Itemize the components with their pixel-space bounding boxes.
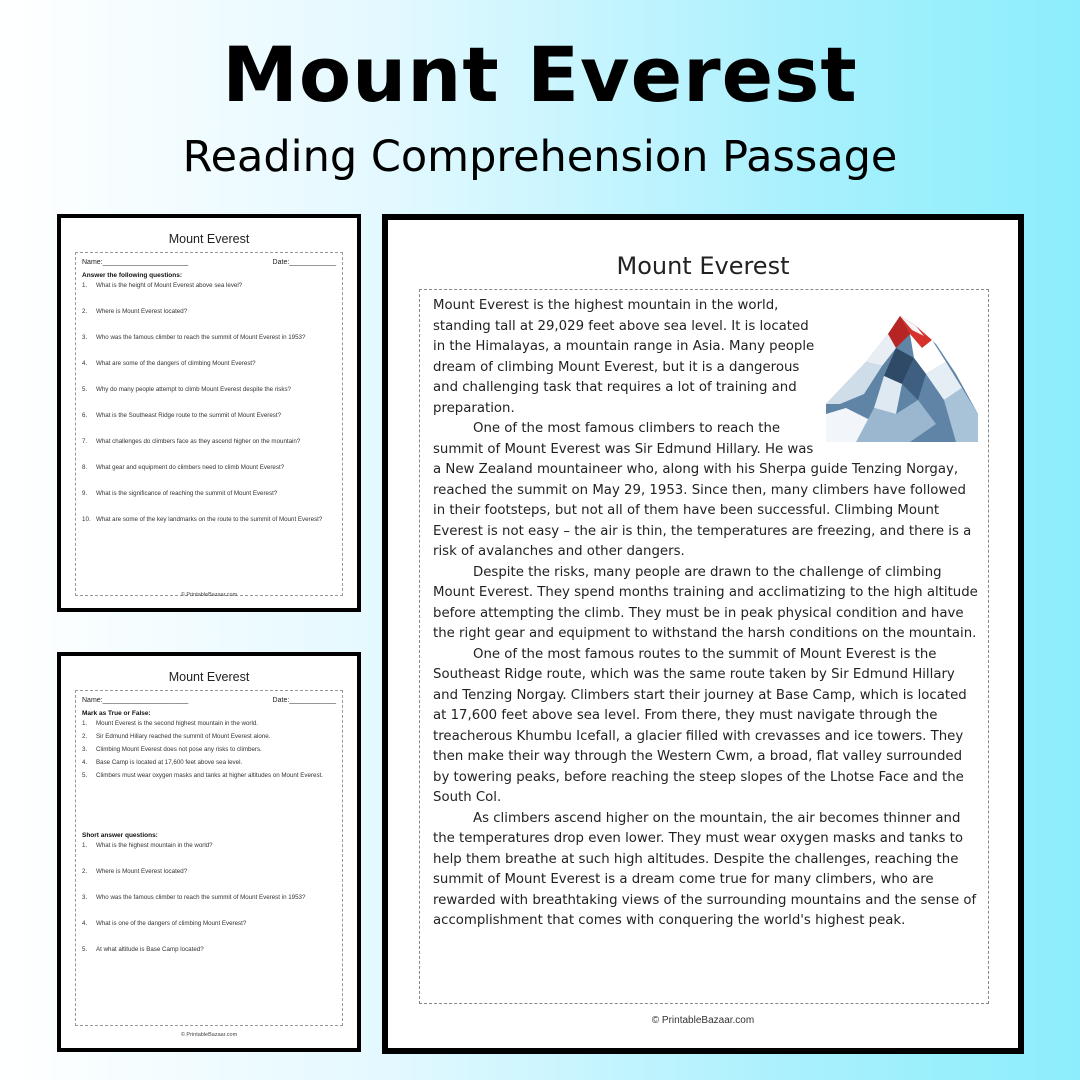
thumbnail-border bbox=[75, 252, 343, 596]
question-number: 4. bbox=[82, 759, 88, 766]
question-number: 2. bbox=[82, 733, 88, 740]
question-item bbox=[82, 360, 336, 368]
question-item bbox=[82, 308, 336, 316]
question-text: What are some of the dangers of climbing Mount Everest? bbox=[96, 360, 256, 367]
question-item bbox=[82, 842, 336, 850]
paragraph-1: Mount Everest is the highest mountain in the world, standing tall at 29,029 feet above sea level. It is located in the Himalayas, a mountain range in Asia. Many people dream of climbing Mount Everest, but it is a dangerous and challenging task that requires a lot of training and preparation. bbox=[433, 298, 815, 416]
thumbnail-border bbox=[75, 690, 343, 1026]
mountain-peak-icon bbox=[826, 304, 978, 442]
question-text: Mount Everest is the second highest mountain in the world. bbox=[96, 720, 258, 727]
name-field: Name:______________________ bbox=[82, 697, 189, 704]
question-number: 9. bbox=[82, 490, 88, 497]
question-number: 3. bbox=[82, 746, 88, 753]
question-number: 1. bbox=[82, 842, 88, 849]
question-text: What is the highest mountain in the world? bbox=[96, 842, 213, 849]
question-number: 6. bbox=[82, 412, 88, 419]
question-number: 2. bbox=[82, 308, 88, 315]
question-text: What is the Southeast Ridge route to the summit of Mount Everest? bbox=[96, 412, 282, 419]
passage-title: Mount Everest bbox=[616, 252, 790, 280]
question-item bbox=[82, 868, 336, 876]
passage-border bbox=[419, 289, 989, 1004]
question-item bbox=[82, 920, 336, 928]
worksheet-thumbnail-questions bbox=[57, 214, 361, 612]
question-item bbox=[82, 438, 336, 446]
questions-heading: Answer the following questions: bbox=[82, 272, 183, 279]
name-date-row bbox=[76, 691, 342, 704]
question-item bbox=[82, 772, 336, 780]
question-text: Why do many people attempt to climb Mount Everest despite the risks? bbox=[96, 386, 291, 393]
question-text: Who was the famous climber to reach the summit of Mount Everest in 1953? bbox=[96, 894, 306, 901]
question-number: 1. bbox=[82, 282, 88, 289]
true-false-heading: Mark as True or False: bbox=[82, 710, 151, 717]
question-text: Where is Mount Everest located? bbox=[96, 868, 188, 875]
question-number: 2. bbox=[82, 868, 88, 875]
date-field: Date:____________ bbox=[272, 697, 336, 704]
question-text: What is the significance of reaching the summit of Mount Everest? bbox=[96, 490, 278, 497]
thumbnail-title: Mount Everest bbox=[168, 670, 250, 684]
paragraph-3: Despite the risks, many people are drawn to the challenge of climbing Mount Everest. They spend months training and acclimatizing to the high altitude before attempting the climb. They must be in peak physical condition and have the right gear and equipment to withstand the harsh conditions on the mountain. bbox=[433, 564, 978, 641]
question-item bbox=[82, 759, 336, 767]
question-item bbox=[82, 464, 336, 472]
thumbnail-footer: © PrintableBazaar.com bbox=[180, 592, 238, 598]
paragraph-2: One of the most famous climbers to reach the summit of Mount Everest was Sir Edmund Hillary. He was a New Zealand mountaineer who, along with his Sherpa guide Tenzing Norgay, reached the summit on May 29, 1953. Since then, many climbers have followed in their footsteps, but not all of them have been successful. Climbing Mount Everest is not easy – the air is thin, the temperatures are freezing, and there is a risk of avalanches and other dangers. bbox=[433, 421, 972, 559]
date-field: Date:____________ bbox=[272, 259, 336, 266]
question-item bbox=[82, 746, 336, 754]
thumbnail-footer: © PrintableBazaar.com bbox=[180, 1032, 238, 1038]
question-number: 4. bbox=[82, 920, 88, 927]
question-number: 5. bbox=[82, 772, 88, 779]
question-number: 5. bbox=[82, 386, 88, 393]
question-item bbox=[82, 490, 336, 498]
passage-footer: © PrintableBazaar.com bbox=[651, 1015, 755, 1026]
questions-list bbox=[76, 282, 342, 524]
question-text: Where is Mount Everest located? bbox=[96, 308, 188, 315]
paragraph-4: One of the most famous routes to the summit of Mount Everest is the Southeast Ridge route, which was the same route taken by Sir Edmund Hillary and Tenzing Norgay. Climbers start their journey at Base Camp, which is located at 17,600 feet above sea level. From there, they must navigate through the treacherous Khumbu Icefall, a glacier filled with crevasses and ice towers. They then make their way through the Western Cwm, a broad, flat valley surrounded by towering peaks, before reaching the steep slopes of the Lhotse Face and the South Col. bbox=[433, 646, 967, 805]
question-number: 10. bbox=[82, 516, 91, 523]
question-number: 8. bbox=[82, 464, 88, 471]
passage-page bbox=[382, 214, 1024, 1054]
question-item bbox=[82, 334, 336, 342]
question-text: Who was the famous climber to reach the summit of Mount Everest in 1953? bbox=[96, 334, 306, 341]
question-text: What challenges do climbers face as they ascend higher on the mountain? bbox=[96, 438, 301, 445]
hero-title: Mount Everest bbox=[222, 30, 858, 119]
question-number: 7. bbox=[82, 438, 88, 445]
question-text: What is one of the dangers of climbing Mount Everest? bbox=[96, 920, 247, 927]
question-item bbox=[82, 282, 336, 290]
question-text: Climbing Mount Everest does not pose any risks to climbers. bbox=[96, 746, 262, 753]
hero-subtitle: Reading Comprehension Passage bbox=[182, 132, 898, 182]
question-item bbox=[82, 894, 336, 902]
question-text: What is the height of Mount Everest above sea level? bbox=[96, 282, 243, 289]
question-text: Sir Edmund Hillary reached the summit of Mount Everest alone. bbox=[96, 733, 271, 740]
question-item bbox=[82, 412, 336, 420]
question-item bbox=[82, 733, 336, 741]
question-item bbox=[82, 946, 336, 954]
worksheet-thumbnail-true-false bbox=[57, 652, 361, 1052]
question-text: Climbers must wear oxygen masks and tanks at higher altitudes on Mount Everest. bbox=[96, 772, 323, 779]
name-date-row bbox=[76, 253, 342, 266]
short-answer-heading: Short answer questions: bbox=[82, 832, 158, 839]
paragraph-5: As climbers ascend higher on the mountain, the air becomes thinner and the temperatures drop even lower. They must wear oxygen masks and tanks to help them breathe at such high altitudes. Despite the challenges, reaching the summit of Mount Everest is a dream come true for many climbers, who are rewarded with breathtaking views of the surrounding mountains and the sense of accomplishment that comes with conquering the world's highest peak. bbox=[433, 810, 977, 928]
question-text: At what altitude is Base Camp located? bbox=[96, 946, 204, 953]
question-number: 3. bbox=[82, 334, 88, 341]
question-number: 1. bbox=[82, 720, 88, 727]
question-number: 4. bbox=[82, 360, 88, 367]
question-item bbox=[82, 386, 336, 394]
question-item bbox=[82, 516, 336, 524]
question-text: What are some of the key landmarks on the route to the summit of Mount Everest? bbox=[96, 516, 323, 523]
question-text: What gear and equipment do climbers need to climb Mount Everest? bbox=[96, 464, 285, 471]
question-text: Base Camp is located at 17,600 feet above sea level. bbox=[96, 759, 243, 766]
question-item bbox=[82, 720, 336, 728]
name-field: Name:______________________ bbox=[82, 259, 189, 266]
short-answer-list bbox=[76, 842, 342, 954]
question-number: 3. bbox=[82, 894, 88, 901]
passage-text bbox=[433, 296, 978, 932]
question-number: 5. bbox=[82, 946, 88, 953]
true-false-list bbox=[76, 720, 342, 780]
thumbnail-title: Mount Everest bbox=[168, 232, 250, 246]
